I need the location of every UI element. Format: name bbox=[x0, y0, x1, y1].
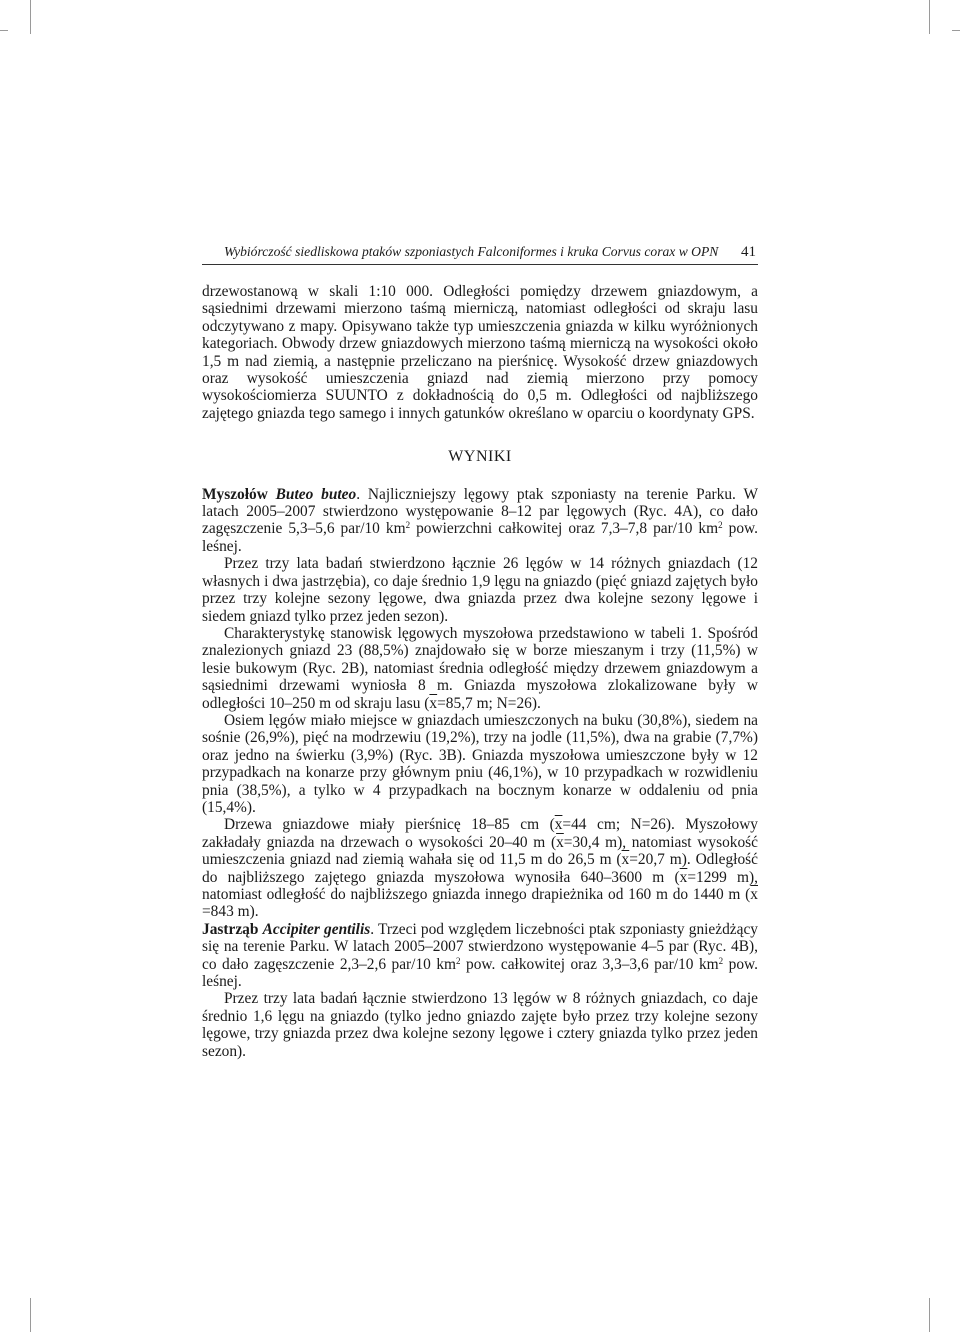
buzzard-paragraph-4: Osiem lęgów miało miejsce w gniazdach umieszczonych na buku (30,8%), siedem na sośnie (26,9%), pięć na modrzewiu (19,2%), trzy na jodle (11,5%), dwa na grabie (7,7%) oraz jedno na świerku (3,9%) (Ryc. 3B). Gniazda myszołowa umieszczone były w 12 przypadkach na konarze przy głównym pniu (46,1%), w 10 przypadkach w rozwidleniu pnia (38,5%), a tylko w 4 przypadkach na bocznym konarze w oddaleniu od pnia (15,4%). bbox=[202, 711, 758, 816]
goshawk-name-lat: Accipiter gentilis bbox=[262, 920, 371, 938]
mean-symbol: $\overline{x}$ bbox=[750, 886, 758, 903]
buzzard-paragraph-2: Przez trzy lata badań stwierdzono łącznie 26 lęgów w 14 różnych gniazdach (12 własnych i dwa jastrzębia), co daje średnio 1,9 lęgu na gniazdo (pięć gniazd zajętych było przez trzy kolejne sezony lęgowe, dwa gniazda przez dwa kolejne sezony lęgowe i siedem gniazd tylko przez jeden sezon). bbox=[202, 555, 758, 625]
mean-symbol: $\overline{x}$ bbox=[554, 816, 563, 834]
crop-mark-bottom-right bbox=[929, 1298, 930, 1332]
page-number: 41 bbox=[741, 244, 756, 260]
crop-mark-bottom-left bbox=[30, 1298, 31, 1332]
running-title: Wybiórczość siedliskowa ptaków szponiastych Falconiformes i kruka Corvus corax w OPN bbox=[224, 244, 719, 259]
methods-paragraph: drzewostanową w skali 1:10 000. Odległości pomiędzy drzewem gniazdowym, a sąsiednimi drzewami mierzono taśmą mierniczą, natomiast odległości od skraju lasu odczytywano z mapy. Opisywano także typ umieszczenia gniazda w kilku wyróżnionych kategoriach. Obwody drzew gniazdowych mierzono taśmą mierniczą na wysokości około 1,5 m nad ziemią, a następnie przeliczano na pierśnicę. Wysokość drzew gniazdowych oraz wysokość umieszczenia gniazd nad ziemią mierzono przy pomocy wysokościomierza SUUNTO z dokładnością do 0,5 m. Odległości od najbliższego zajętego gniazda tego samego i innych gatunków określano w oparciu o koordynaty GPS. bbox=[202, 283, 758, 422]
crop-mark-top-right bbox=[929, 0, 930, 34]
buzzard-paragraph-3: Charakterystykę stanowisk lęgowych myszołowa przedstawiono w tabeli 1. Spośród znalezionych gniazd 23 (88,5%) znajdowało się w borze mieszanym i trzy (11,5%) w lesie bukowym (Ryc. 2B), natomiast średnia odległość między drzewem gniazdowym a sąsiednimi drzewami wyniosła 8 m. Gniazda myszołowa zlokalizowane były w odległości 10–250 m od skraju lasu ($\overline{x}=85,7$ m; N=26). bbox=[202, 624, 758, 712]
section-heading-results: WYNIKI bbox=[448, 448, 512, 466]
article-body bbox=[202, 283, 758, 1060]
buzzard-paragraph-1: Myszołów Buteo buteo. Najliczniejszy lęgowy ptak szponiasty na terenie Parku. W latach 2005–2007 stwierdzono występowanie 8–12 par lęgowych (Ryc. 4A), co dało zagęszczenie 5,3–5,6 par/10 $km^2$ powierzchni całkowitej oraz 7,3–7,8 par/10 $km^2$ pow. leśnej. bbox=[202, 485, 758, 555]
buzzard-paragraph-5: Drzewa gniazdowe miały pierśnicę 18–85 cm ($\overline{x}=44$ cm; N=26). Myszołowy zakładały gniazda na drzewach o wysokości 20–40 m ($\overline{x}=30,4$ m), natomiast wysokość umieszczenia gniazd nad ziemią wahała się od 11,5 m do 26,5 m ($\overline{x}=20,7$ m). Odległość do najbliższego zajętego gniazda myszołowa wynosiła 640–3600 m ($\overline{x}=1299$ m), natomiast odległość do najbliższego gniazda innego drapieżnika od 160 m do 1440 m ($\overline{x} =843$ m). bbox=[202, 816, 759, 921]
mean-symbol: $\overline{x}$ bbox=[621, 851, 630, 869]
goshawk-name-pl: Jastrząb bbox=[202, 920, 259, 938]
mean-symbol: $\overline{x}$ bbox=[556, 833, 564, 851]
buzzard-name-lat: Buteo buteo bbox=[275, 485, 357, 503]
goshawk-paragraph-1: Jastrząb Accipiter gentilis. Trzeci pod względem liczebności ptak szponiasty gnieżdżący się na terenie Parku. W latach 2005–2007 stwierdzono występowanie 4–5 par (Ryc. 4B), co dało zagęszczenie 2,3–2,6 par/10 $km^2$ pow. całkowitej oraz 3,3–3,6 par/10 $km^2$ pow. leśnej. bbox=[202, 920, 758, 991]
mean-symbol: $\overline{x}$ bbox=[679, 868, 688, 886]
goshawk-paragraph-2: Przez trzy lata badań łącznie stwierdzono 13 lęgów w 8 różnych gniazdach, co daje średnio 1,6 lęgu na gniazdo (tylko jedno gniazdo zajęte było przez trzy kolejne sezony lęgowe, trzy gniazda przez dwa kolejne sezony lęgowe i cztery gniazda tylko przez jeden sezon). bbox=[202, 990, 758, 1060]
crop-mark-top-left bbox=[30, 0, 31, 34]
crop-mark-left-top bbox=[0, 30, 8, 31]
crop-mark-right-top bbox=[952, 30, 960, 31]
mean-symbol: $\overline{x}$ bbox=[429, 694, 438, 712]
running-header bbox=[202, 242, 758, 265]
buzzard-name-pl: Myszołów bbox=[202, 485, 268, 503]
